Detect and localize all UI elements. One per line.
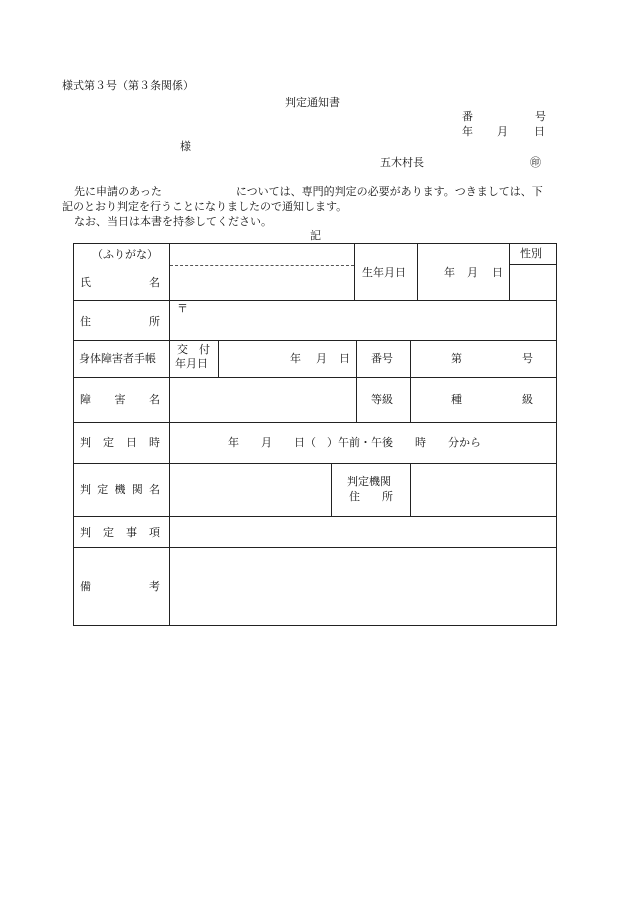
agency-address-label-line-2: 住 所 bbox=[349, 490, 393, 503]
issue-label-line-1: 交 付 bbox=[177, 343, 210, 356]
date-year-label: 年 bbox=[462, 125, 473, 138]
document-title: 判定通知書 bbox=[285, 96, 340, 109]
issue-date-field[interactable] bbox=[220, 342, 354, 375]
date-day-label: 日 bbox=[534, 125, 545, 138]
number-label-right: 号 bbox=[535, 110, 546, 123]
notice-line-2: 記のとおり判定を行うことになりましたので通知します。 bbox=[62, 200, 348, 213]
dob-year-label: 年 bbox=[444, 266, 455, 279]
agency-name-field[interactable] bbox=[172, 465, 329, 514]
sex-field[interactable] bbox=[511, 266, 555, 298]
notice-line-3 bbox=[62, 214, 572, 229]
remarks-label: 備 考 bbox=[80, 580, 160, 593]
agency-address-field[interactable] bbox=[412, 465, 554, 514]
grade-kyu-label: 級 bbox=[522, 393, 533, 406]
seal-mark: ㊞ bbox=[530, 156, 541, 169]
issue-day-label: 日 bbox=[339, 352, 350, 365]
dob-day-label: 日 bbox=[492, 266, 503, 279]
grade-field[interactable] bbox=[412, 379, 554, 420]
disability-field[interactable] bbox=[172, 379, 354, 420]
address-label: 住 所 bbox=[80, 315, 160, 328]
name-label: 氏 名 bbox=[80, 276, 160, 289]
dob-month-label: 月 bbox=[467, 266, 478, 279]
notice-line-1 bbox=[62, 184, 572, 199]
grade-label: 等級 bbox=[371, 393, 393, 406]
name-field[interactable] bbox=[172, 271, 352, 297]
number-dai-label: 第 bbox=[451, 352, 462, 365]
number-label-left: 番 bbox=[462, 110, 473, 123]
datetime-value: 年 月 日（ ）午前・午後 時 分から bbox=[228, 436, 481, 449]
form-id: 様式第３号（第３条関係） bbox=[62, 79, 194, 92]
notice-line-3-text: なお、当日は本書を持参してください。 bbox=[74, 215, 272, 228]
remarks-field[interactable] bbox=[172, 549, 554, 623]
sex-label: 性別 bbox=[520, 247, 542, 260]
agency-label: 判 定 機 関 名 bbox=[80, 483, 160, 496]
disability-label: 障 害 名 bbox=[80, 393, 160, 406]
handbook-number-field[interactable] bbox=[412, 342, 554, 375]
number-go-label: 号 bbox=[522, 352, 533, 365]
issuer-name: 五木村長 bbox=[380, 156, 424, 169]
issue-year-label: 年 bbox=[290, 352, 301, 365]
date-month-label: 月 bbox=[497, 125, 508, 138]
datetime-label: 判 定 日 時 bbox=[80, 436, 160, 449]
addressee-suffix: 様 bbox=[180, 140, 191, 153]
notice-line-1-suffix: については、専門的判定の必要があります。つきましては、下 bbox=[235, 185, 543, 198]
dob-label: 生年月日 bbox=[362, 266, 406, 279]
ki-heading: 記 bbox=[310, 229, 321, 242]
items-field[interactable] bbox=[172, 518, 554, 545]
issue-month-label: 月 bbox=[316, 352, 327, 365]
handbook-label: 身体障害者手帳 bbox=[79, 352, 156, 365]
grade-shu-label: 種 bbox=[451, 393, 462, 406]
agency-address-label-line-1: 判定機関 bbox=[347, 475, 391, 488]
number-label: 番号 bbox=[371, 352, 393, 365]
dob-field[interactable] bbox=[419, 246, 507, 298]
address-field[interactable] bbox=[172, 302, 554, 338]
furigana-field[interactable] bbox=[172, 246, 352, 263]
issue-label-line-2: 年月日 bbox=[175, 357, 208, 370]
furigana-label: （ふりがな） bbox=[92, 248, 158, 261]
items-label: 判 定 事 項 bbox=[80, 526, 160, 539]
notice-line-1-prefix: 先に申請のあった bbox=[74, 185, 162, 198]
postal-mark: 〒 bbox=[177, 302, 188, 315]
